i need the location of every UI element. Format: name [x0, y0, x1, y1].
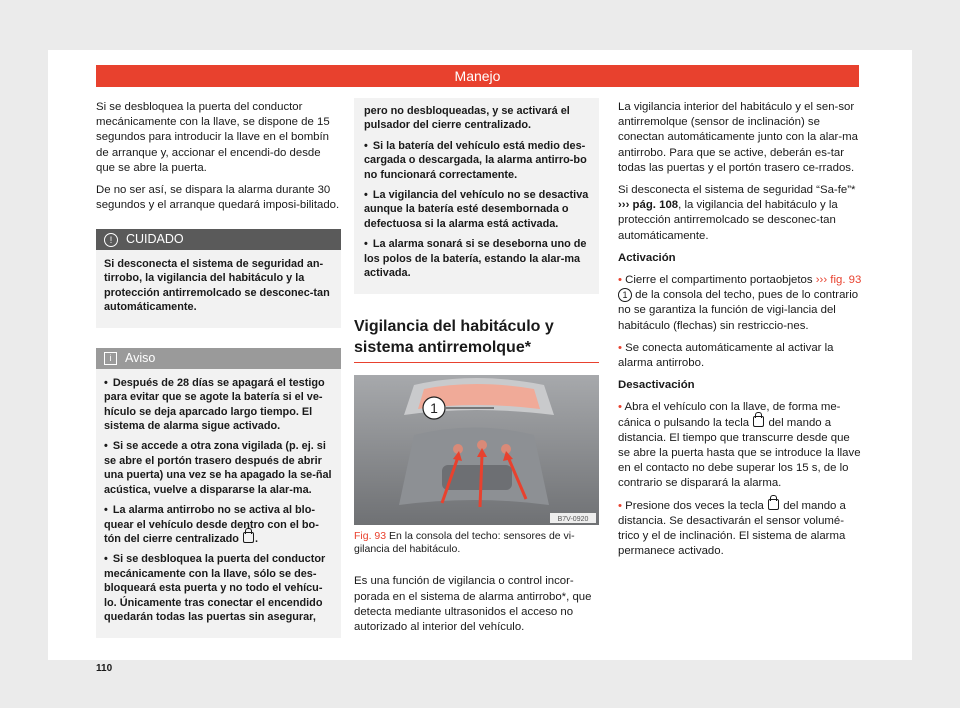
- roof-console-illustration: [354, 375, 599, 525]
- lock-icon: [243, 532, 254, 543]
- figure-caption: [354, 530, 599, 556]
- figure-reference-link[interactable]: ››› fig. 93: [815, 274, 862, 287]
- section-title: Vigilancia del habitáculo y sistema antirremolque*: [354, 316, 599, 363]
- list-item: • La vigilancia del vehículo no se desactiva aunque la batería esté desembornada o defectuosa si la alarma está activada.: [364, 188, 589, 231]
- paragraph: Es una función de vigilancia o control incor-porada en el sistema de alarma antirrobo*, que detecta mediante ultrasonidos el acceso no autorizado al interior del vehículo.: [354, 575, 592, 634]
- list-item: [618, 273, 864, 334]
- aviso-body: [96, 369, 341, 639]
- cuidado-body: [96, 250, 341, 329]
- figure-caption-text: En la consola del techo: sensores de vi-gilancia del habitáculo.: [354, 530, 575, 556]
- list-item: • La alarma antirrobo no se activa al blo-quear el vehículo desde dentro con el bo-tón del cierre centralizado .: [104, 503, 333, 546]
- cuidado-title: CUIDADO: [126, 232, 184, 247]
- bullet-icon: •: [618, 274, 622, 287]
- list-item: [618, 341, 864, 371]
- list-item: • Si se accede a otra zona vigilada (p. ej. si se abre el portón trasero después de abrir una puerta) una vez se ha apagado la se-ñal acústica, vuelve a dispararse la alar-ma.: [104, 439, 333, 497]
- bullet-icon: •: [618, 341, 622, 354]
- column-1: [96, 100, 341, 638]
- text: Cierre el compartimento portaobjetos: [625, 274, 813, 287]
- figure-code: B7V-0920: [557, 516, 589, 524]
- list-item: [618, 499, 864, 560]
- list-item: • La alarma sonará si se deseborna uno de los polos de la batería, estando la alar-ma activada.: [364, 237, 589, 280]
- list-item: • Después de 28 días se apagará el testigo para evitar que se agote la batería si el ve-hículo se deja aparcado largo tiempo. El sistema de alarma sigue activado.: [104, 376, 333, 434]
- figure-ref: Fig. 93: [354, 530, 387, 543]
- continued-text: pero no desbloqueadas, y se activará el pulsador del cierre centralizado.: [364, 105, 570, 132]
- paragraph: La vigilancia interior del habitáculo y el sen-sor antirremolque (sensor de inclinación) se conectan automáticamente junto con la alar-ma antirrobo. Para que se active, deberán es-tar todas las puertas y el portón trasero ce-rrados.: [618, 101, 858, 174]
- subheading-desactivacion: Desactivación: [618, 379, 695, 392]
- figure-93: [354, 375, 599, 525]
- text: Presione dos veces la tecla: [625, 499, 764, 512]
- subheading-activacion: Activación: [618, 251, 676, 264]
- page-reference-link[interactable]: ››› pág. 108: [618, 199, 679, 212]
- unlock-key-icon: [768, 499, 779, 510]
- aviso-box: [96, 348, 341, 638]
- cuidado-box: [96, 229, 341, 328]
- cuidado-header: [96, 229, 341, 249]
- paragraph: Si se desbloquea la puerta del conductor mecánicamente con la llave, se dispone de 15 segundos para introducir la llave en el bombín de arranque y, accionar el encendi-do desde que se abre la puerta.: [96, 101, 330, 174]
- text: de la consola del techo, pues de lo contrario no se garantiza la función de vigi-lancia del habitáculo (flechas) sin restriccio-nes.: [618, 289, 859, 332]
- bullet-icon: •: [618, 401, 622, 414]
- column-3: [618, 100, 864, 567]
- aviso-title: Aviso: [125, 351, 156, 366]
- aviso-continued-box: [354, 98, 599, 294]
- page-number: 110: [96, 663, 113, 674]
- section-header: Manejo: [96, 65, 859, 87]
- text: Abra el vehículo con la llave, de forma me-cánica o pulsando la tecla: [618, 401, 841, 429]
- text: del mando a distancia. Se desactivarán el sensor volumé-trico y el de inclinación. El sistema de alarma permanece activado.: [618, 499, 846, 558]
- cuidado-text: Si desconecta el sistema de seguridad an-tirrobo, la vigilancia del habitáculo y la protección antirremolcado se desconec-tan automáticamente.: [104, 257, 330, 314]
- document-page: [48, 50, 912, 674]
- aviso-header: [96, 348, 341, 368]
- text: , la vigilancia del habitáculo y la protección antirremolcado se desconec-tan automáticamente.: [618, 199, 838, 242]
- text: Si desconecta el sistema de seguridad “Sa-fe”*: [618, 184, 856, 197]
- figure-callout: 1: [430, 400, 438, 417]
- unlock-key-icon: [753, 416, 764, 427]
- callout-marker: 1: [618, 288, 632, 302]
- paragraph: De no ser así, se dispara la alarma durante 30 segundos y el arranque quedará imposi-bilitado.: [96, 184, 340, 212]
- list-item: • Si se desbloquea la puerta del conductor mecánicamente con la llave, sólo se des-bloqueará esta puerta y no todo el vehícu-lo. Únicamente tras conectar el encendido quedarán todas las puertas sin asegurar,: [104, 552, 333, 624]
- info-icon: i: [104, 352, 117, 365]
- column-2: [354, 100, 599, 642]
- list-item-text: La alarma antirrobo no se activa al blo-quear el vehículo desde dentro con el bo-tón del cierre centralizado: [104, 504, 319, 545]
- text: del mando a distancia. El tiempo que transcurre desde que se abre la puerta hasta que se introduce la llave en el contacto no debe superar los 15 s, de lo contrario se disparará la alarma.: [618, 416, 861, 490]
- list-item: • Si la batería del vehículo está medio des-cargada o descargada, la alarma antirro-bo no funcionará correctamente.: [364, 139, 589, 182]
- list-item: [618, 400, 864, 491]
- warning-icon: !: [104, 233, 118, 247]
- bullet-icon: •: [618, 499, 622, 512]
- text: Se conecta automáticamente al activar la alarma antirrobo.: [618, 341, 834, 370]
- paragraph: [618, 183, 864, 244]
